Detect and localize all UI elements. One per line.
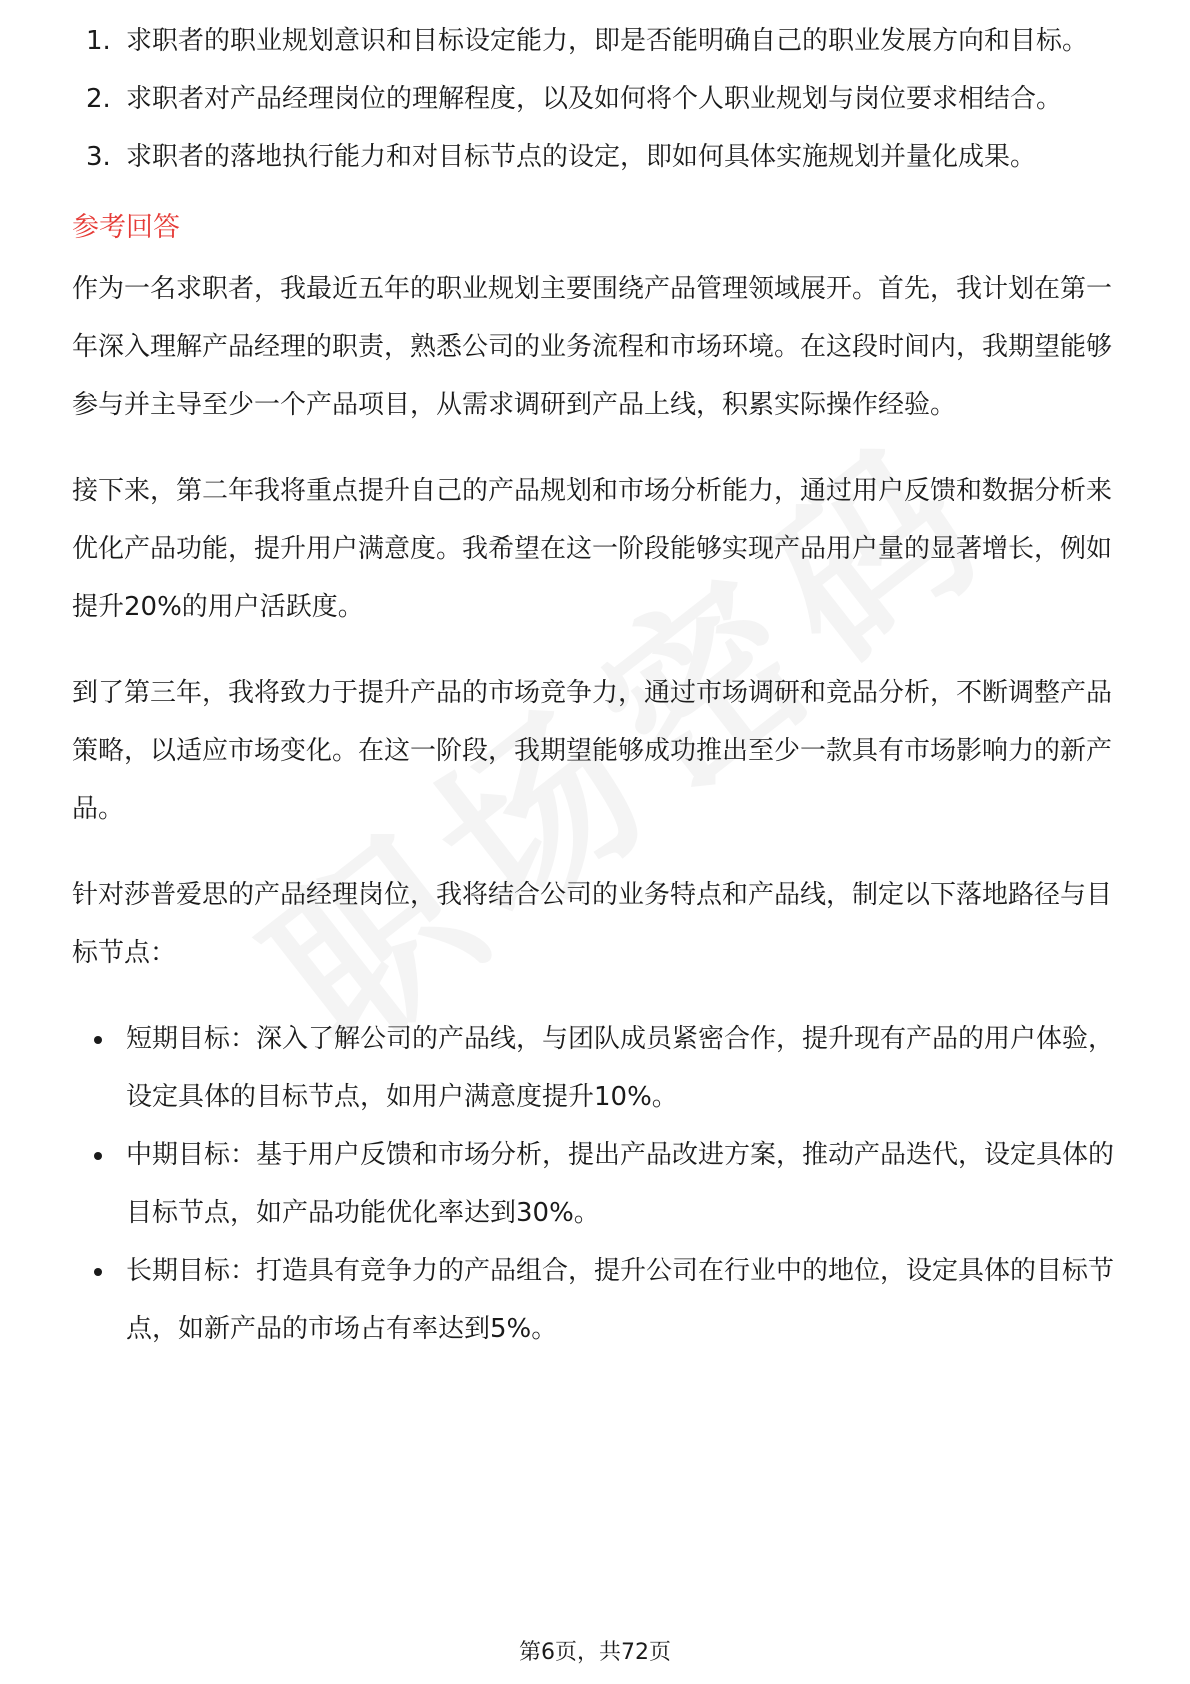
paragraph: 针对莎普爱思的产品经理岗位，我将结合公司的业务特点和产品线，制定以下落地路径与目标节点： — [72, 880, 1113, 968]
bullet-icon — [94, 1152, 102, 1160]
paragraph: 接下来，第二年我将重点提升自己的产品规划和市场分析能力，通过用户反馈和数据分析来优化产品功能，提升用户满意度。我希望在这一阶段能够实现产品用户量的显著增长，例如提升20%的用户活跃度。 — [72, 476, 1113, 622]
bullet-icon — [94, 1036, 102, 1044]
list-item-text: 求职者的落地执行能力和对目标节点的设定，即如何具体实施规划并量化成果。 — [126, 142, 1037, 172]
list-item-text: 短期目标：深入了解公司的产品线，与团队成员紧密合作，提升现有产品的用户体验，设定具体的目标节点，如用户满意度提升10%。 — [126, 1024, 1115, 1112]
list-item — [72, 1010, 1118, 1126]
list-item — [72, 1242, 1118, 1358]
bullet-icon — [94, 1268, 102, 1276]
list-number: 2. — [86, 84, 111, 114]
list-item-text: 求职者对产品经理岗位的理解程度，以及如何将个人职业规划与岗位要求相结合。 — [126, 84, 1063, 114]
paragraph: 作为一名求职者，我最近五年的职业规划主要围绕产品管理领域展开。首先，我计划在第一年深入理解产品经理的职责，熟悉公司的业务流程和市场环境。在这段时间内，我期望能够参与并主导至少一个产品项目，从需求调研到产品上线，积累实际操作经验。 — [72, 274, 1113, 420]
goals-list — [72, 1010, 1118, 1358]
list-item-text: 中期目标：基于用户反馈和市场分析，提出产品改进方案，推动产品迭代，设定具体的目标节点，如产品功能优化率达到30%。 — [126, 1140, 1115, 1228]
page-content — [72, 22, 1118, 1358]
list-number: 3. — [86, 142, 111, 172]
list-item-text: 求职者的职业规划意识和目标设定能力，即是否能明确自己的职业发展方向和目标。 — [126, 26, 1089, 56]
list-number: 1. — [86, 26, 111, 56]
list-item — [72, 70, 1118, 128]
paragraph: 到了第三年，我将致力于提升产品的市场竞争力，通过市场调研和竞品分析，不断调整产品策略，以适应市场变化。在这一阶段，我期望能够成功推出至少一款具有市场影响力的新产品。 — [72, 678, 1113, 824]
section-title: 参考回答 — [72, 212, 180, 243]
page-number: 第6页，共72页 — [519, 1640, 671, 1665]
list-item-text: 长期目标：打造具有竞争力的产品组合，提升公司在行业中的地位，设定具体的目标节点，如新产品的市场占有率达到5%。 — [126, 1256, 1115, 1344]
list-item — [72, 128, 1118, 186]
criteria-list — [72, 12, 1118, 186]
list-item — [72, 1126, 1118, 1242]
list-item — [72, 12, 1118, 70]
